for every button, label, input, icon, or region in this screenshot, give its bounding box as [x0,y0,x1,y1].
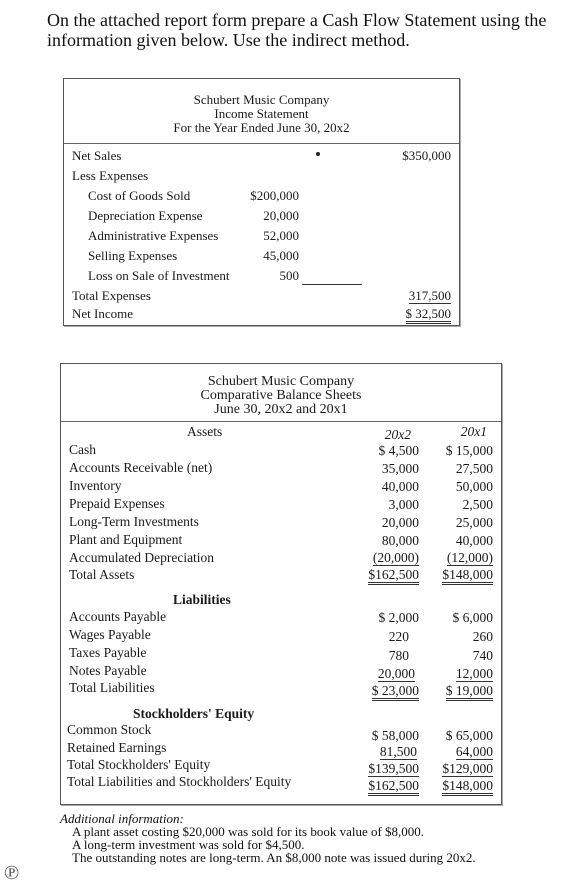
total-assets-20x2: $162,500 [368,567,419,585]
statement-name: Comparative Balance Sheets [200,388,362,403]
less-expenses-label: Less Expenses [72,168,149,183]
column-20x1: 20x1 [460,424,487,439]
additional-line: A plant asset costing $20,000 was sold for its book value of $8,000. [72,824,425,839]
total-liabilities-20x2: $ 23,000 [372,683,419,701]
additional-heading: Additional information: [60,811,184,826]
equity-label: Retained Earnings [67,740,167,755]
liability-value-20x1: 740 [472,648,493,663]
asset-label: Accounts Receivable (net) [69,460,213,475]
total-liabilities-equity-20x1: $148,000 [442,778,493,796]
asset-value-20x2: 3,000 [388,497,419,512]
liability-value-20x1: $ 6,000 [452,610,493,625]
total-assets-label: Total Assets [69,567,135,582]
equity-value-20x2: 81,500 [379,744,417,759]
total-expenses-label: Total Expenses [72,288,151,303]
liability-label: Wages Payable [69,627,151,642]
liability-value-20x1: 12,000 [455,666,493,681]
expense-label: Administrative Expenses [88,228,219,243]
net-sales-label: Net Sales [72,148,122,163]
expense-label: Selling Expenses [88,248,178,263]
header-divider [61,421,501,422]
asset-value-20x2: (20,000) [372,550,419,565]
expense-value: 500 [279,268,299,283]
asset-label: Plant and Equipment [69,532,183,547]
expense-label: Loss on Sale of Investment [88,268,230,283]
subtotal-rule [302,284,362,285]
equity-value-20x2: $ 58,000 [371,728,419,743]
instructions [47,10,577,50]
liability-value-20x1: 260 [472,629,493,644]
asset-value-20x2: 80,000 [381,533,419,548]
total-assets-20x1: $148,000 [442,567,493,585]
total-liabilities-20x1: $ 19,000 [446,683,493,701]
equity-value-20x1: $ 65,000 [445,728,493,743]
asset-label: Prepaid Expenses [69,496,165,511]
income-statement [63,78,460,326]
balance-sheet [60,363,502,805]
asset-value-20x1: 27,500 [455,461,493,476]
asset-label: Inventory [69,478,122,493]
asset-value-20x2: $ 4,500 [378,443,419,458]
statement-period: June 30, 20x2 and 20x1 [214,402,348,417]
asset-value-20x1: $ 15,000 [445,443,493,458]
assets-heading: Assets [187,424,223,439]
asset-value-20x1: 40,000 [455,533,493,548]
additional-line: A long-term investment was sold for $4,500. [72,837,305,852]
asset-label: Accumulated Depreciation [69,550,215,565]
equity-label: Common Stock [67,722,152,737]
column-20x2: 20x2 [384,427,411,442]
expense-label: Depreciation Expense [88,208,203,223]
liability-label: Notes Payable [69,663,147,678]
asset-value-20x1: 2,500 [462,497,493,512]
total-equity-20x2: $139,500 [368,761,419,776]
total-equity-20x1: $129,000 [442,761,493,776]
instruction-line-2: information given below. Use the indirect method. [47,30,410,50]
additional-information [60,811,572,865]
speck [316,152,320,156]
asset-value-20x1: 50,000 [455,479,493,494]
liability-value-20x2: 780 [388,648,409,663]
asset-value-20x2: 20,000 [381,515,419,530]
liabilities-heading: Liabilities [173,592,231,607]
asset-label: Cash [69,442,96,457]
expense-value: 52,000 [263,228,299,243]
asset-value-20x1: (12,000) [446,550,493,565]
liability-label: Taxes Payable [69,645,147,660]
expense-label: Cost of Goods Sold [88,188,191,203]
asset-value-20x2: 40,000 [381,479,419,494]
asset-label: Long-Term Investments [69,514,199,529]
total-liabilities-label: Total Liabilities [69,680,155,695]
expense-value: $200,000 [250,188,299,203]
company-name: Schubert Music Company [207,374,355,389]
statement-period: For the Year Ended June 30, 20x2 [173,120,350,135]
equity-value-20x1: 64,000 [455,744,493,759]
asset-value-20x2: 35,000 [381,461,419,476]
net-income-label: Net Income [72,306,134,321]
total-equity-label: Total Stockholders' Equity [67,757,211,772]
liability-label: Accounts Payable [69,609,167,624]
net-income-value: $ 32,500 [406,306,452,324]
liability-value-20x2: 220 [388,629,409,644]
asset-value-20x1: 25,000 [455,515,493,530]
liability-value-20x2: $ 2,000 [378,610,419,625]
instruction-line-1: On the attached report form prepare a Cash Flow Statement using the [47,10,547,30]
statement-name: Income Statement [214,106,309,121]
pen-mark: ℗ [4,862,20,884]
total-expenses-value: 317,500 [408,288,451,303]
expense-value: 20,000 [263,208,299,223]
equity-heading: Stockholders' Equity [133,706,255,721]
total-liabilities-equity-20x2: $162,500 [368,778,419,796]
additional-line: The outstanding notes are long-term. An $8,000 note was issued during 20x2. [72,850,476,865]
company-name: Schubert Music Company [193,92,330,107]
header-divider [64,143,459,144]
net-sales-value: $350,000 [402,148,451,163]
total-liabilities-equity-label: Total Liabilities and Stockholders' Equity [67,774,292,789]
expense-value: 45,000 [263,248,299,263]
liability-value-20x2: 20,000 [377,666,415,681]
